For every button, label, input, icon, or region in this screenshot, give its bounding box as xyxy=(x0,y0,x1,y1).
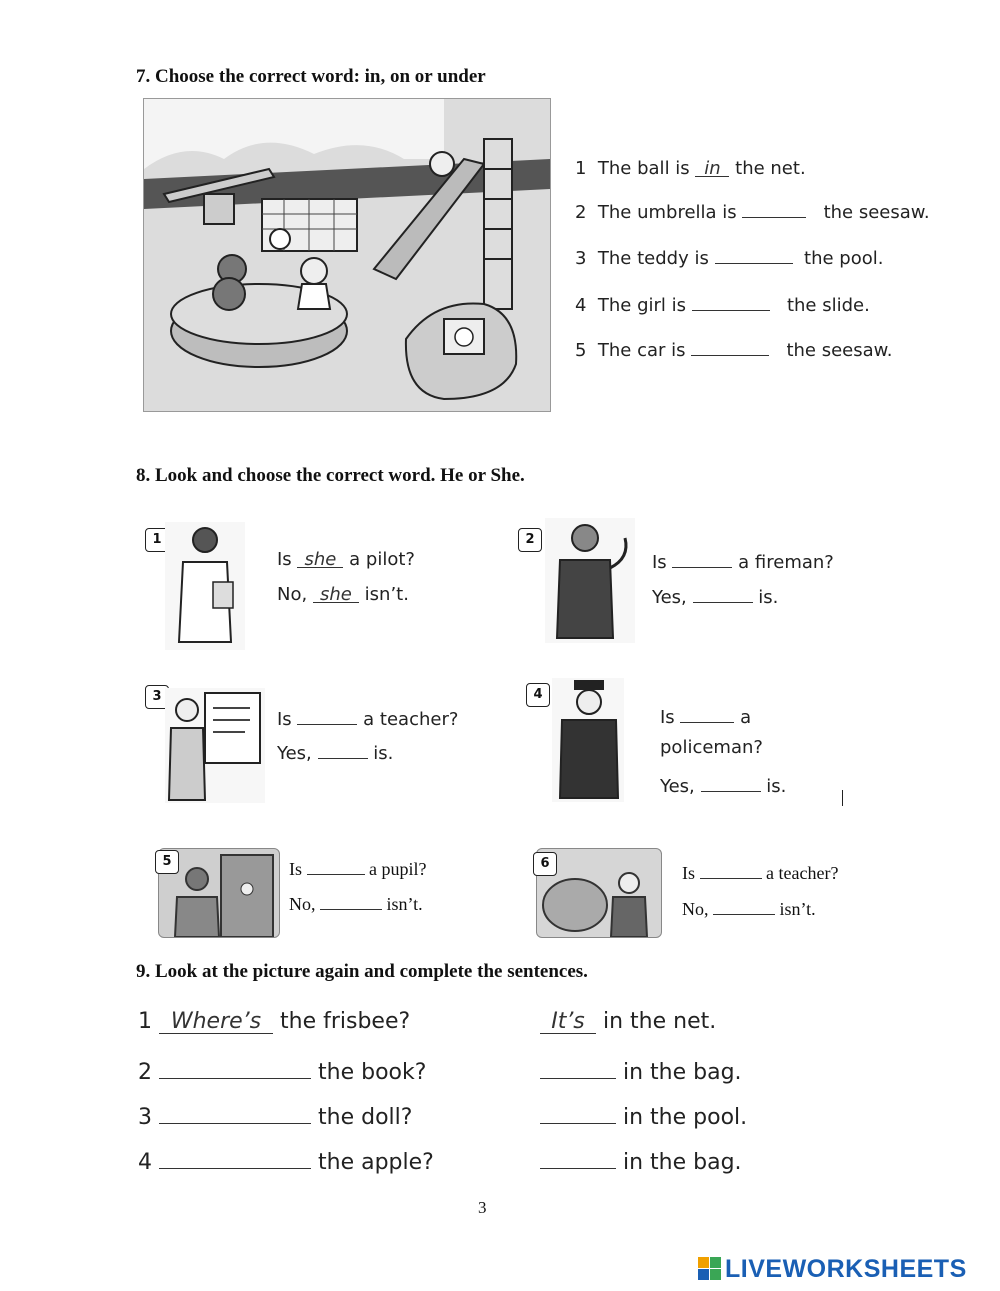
answer-blank[interactable] xyxy=(307,856,365,875)
q-suffix: the doll? xyxy=(318,1105,413,1130)
item-suffix: the seesaw. xyxy=(823,202,930,223)
s9-row-3 xyxy=(138,1099,412,1130)
s9-row-2 xyxy=(138,1054,426,1085)
answer-blank[interactable] xyxy=(742,199,806,218)
answer-blank[interactable]: Where’s xyxy=(159,1009,273,1034)
a-suffix: in the bag. xyxy=(623,1150,742,1175)
q-suffix: a pupil? xyxy=(369,859,427,879)
item-suffix: the pool. xyxy=(804,248,884,269)
person-illustration xyxy=(165,688,265,803)
item-suffix: the slide. xyxy=(786,295,870,316)
a-prefix: No, xyxy=(277,584,308,605)
a-suffix: is. xyxy=(758,587,779,608)
s8-item3-answer xyxy=(277,740,393,764)
person-illustration xyxy=(165,522,245,650)
answer-blank[interactable] xyxy=(672,549,732,568)
s8-item4-question-line2: policeman? xyxy=(660,737,763,758)
section9-heading: 9. Look at the picture again and complete the sentences. xyxy=(136,961,588,982)
q-suffix: a pilot? xyxy=(349,549,415,570)
q-prefix: Is xyxy=(652,552,667,573)
q-suffix: a fireman? xyxy=(738,552,834,573)
a-suffix: is. xyxy=(373,743,394,764)
row-number: 3 xyxy=(138,1105,152,1130)
s8-item2-answer xyxy=(652,584,778,608)
row-number: 4 xyxy=(138,1150,152,1175)
s8-item3-question xyxy=(277,706,458,730)
liveworksheets-logo xyxy=(698,1256,967,1282)
item-number-badge: 6 xyxy=(533,852,557,876)
answer-blank[interactable] xyxy=(540,1054,616,1079)
section7-sentences xyxy=(557,98,937,410)
teacher-picture xyxy=(165,688,265,803)
q-prefix: Is xyxy=(682,863,695,883)
s9-row-1 xyxy=(138,1009,410,1034)
s8-item4-question xyxy=(660,704,751,728)
s8-item6-answer xyxy=(682,896,816,920)
item-number: 3 xyxy=(575,248,587,269)
policeman-picture xyxy=(552,678,624,802)
answer-blank[interactable] xyxy=(693,584,753,603)
answer-blank[interactable]: she xyxy=(313,584,359,603)
person-illustration xyxy=(552,678,624,802)
section7-item-3 xyxy=(575,245,883,269)
q-suffix: a teacher? xyxy=(766,863,839,883)
a-suffix: isn’t. xyxy=(364,584,409,605)
answer-blank[interactable] xyxy=(680,704,734,723)
item-prefix: The teddy is xyxy=(597,248,709,269)
s9-row-3-answer xyxy=(540,1099,747,1130)
q-suffix: a xyxy=(740,707,752,728)
q-suffix: the frisbee? xyxy=(280,1009,411,1034)
logo-text: LIVEWORKSHEETS xyxy=(725,1254,967,1283)
answer-blank[interactable] xyxy=(540,1144,616,1169)
a-suffix: in the net. xyxy=(603,1009,717,1034)
section7-heading: 7. Choose the correct word: in, on or under xyxy=(136,66,486,87)
answer-blank[interactable] xyxy=(159,1099,311,1124)
q-prefix: Is xyxy=(277,709,292,730)
item-prefix: The girl is xyxy=(597,295,687,316)
item-prefix: The car is xyxy=(597,340,686,361)
section7-item-4 xyxy=(575,292,870,316)
answer-blank[interactable] xyxy=(540,1099,616,1124)
answer-blank[interactable] xyxy=(692,292,770,311)
item-number: 5 xyxy=(575,340,587,361)
section7-item-1 xyxy=(575,158,806,179)
item-number-badge: 1 xyxy=(145,528,169,552)
item-number-badge: 2 xyxy=(518,528,542,552)
item-number: 2 xyxy=(575,202,587,223)
answer-blank[interactable]: in xyxy=(695,158,729,177)
item-number-badge: 4 xyxy=(526,683,550,707)
item-prefix: The ball is xyxy=(597,158,690,179)
section8-heading: 8. Look and choose the correct word. He or She. xyxy=(136,465,525,486)
q-prefix: Is xyxy=(277,549,292,570)
playground-picture xyxy=(143,98,551,412)
s8-item5-answer xyxy=(289,891,423,915)
s8-item1-answer xyxy=(277,584,409,605)
person-illustration xyxy=(545,518,635,643)
answer-blank[interactable] xyxy=(297,706,357,725)
a-prefix: Yes, xyxy=(652,587,687,608)
row-number: 2 xyxy=(138,1060,152,1085)
a-suffix: is. xyxy=(766,776,787,797)
item-suffix: the seesaw. xyxy=(786,340,893,361)
page-number: 3 xyxy=(478,1198,487,1217)
pilot-woman-picture xyxy=(165,522,245,650)
s8-item6-question xyxy=(682,860,838,884)
s9-row-1-answer xyxy=(540,1009,716,1034)
a-suffix: in the pool. xyxy=(623,1105,748,1130)
divider-tick xyxy=(842,790,843,806)
answer-blank[interactable] xyxy=(713,896,775,915)
a-suffix: isn’t. xyxy=(779,899,816,919)
a-prefix: No, xyxy=(289,894,316,914)
a-prefix: Yes, xyxy=(660,776,695,797)
s9-row-4 xyxy=(138,1144,434,1175)
answer-blank[interactable] xyxy=(320,891,382,910)
answer-blank[interactable] xyxy=(691,337,769,356)
answer-blank[interactable] xyxy=(701,773,761,792)
row-number: 1 xyxy=(138,1009,152,1034)
a-suffix: in the bag. xyxy=(623,1060,742,1085)
q-suffix: the book? xyxy=(318,1060,427,1085)
logo-icon xyxy=(698,1257,722,1281)
answer-blank[interactable]: she xyxy=(297,549,343,568)
item-number: 4 xyxy=(575,295,587,316)
a-suffix: isn’t. xyxy=(386,894,423,914)
q-prefix: Is xyxy=(660,707,675,728)
answer-blank[interactable] xyxy=(715,245,793,264)
answer-blank[interactable] xyxy=(159,1054,311,1079)
item-number-badge: 3 xyxy=(145,685,169,709)
answer-blank[interactable] xyxy=(700,860,762,879)
section7-item-5 xyxy=(575,337,892,361)
section7-item-2 xyxy=(575,199,930,223)
item-number-badge: 5 xyxy=(155,850,179,874)
answer-blank[interactable]: It’s xyxy=(540,1009,596,1034)
s9-row-4-answer xyxy=(540,1144,742,1175)
s8-item4-answer xyxy=(660,773,786,797)
a-prefix: No, xyxy=(682,899,709,919)
s8-item1-question xyxy=(277,549,415,570)
item-prefix: The umbrella is xyxy=(597,202,737,223)
s8-item2-question xyxy=(652,549,834,573)
q-prefix: Is xyxy=(289,859,302,879)
playground-illustration xyxy=(144,99,550,411)
answer-blank[interactable] xyxy=(159,1144,311,1169)
a-prefix: Yes, xyxy=(277,743,312,764)
item-number: 1 xyxy=(575,158,587,179)
s8-item5-question xyxy=(289,856,426,880)
fireman-picture xyxy=(545,518,635,643)
q-suffix: a teacher? xyxy=(363,709,459,730)
s9-row-2-answer xyxy=(540,1054,742,1085)
answer-blank[interactable] xyxy=(318,740,368,759)
item-suffix: the net. xyxy=(735,158,806,179)
q-suffix: the apple? xyxy=(318,1150,434,1175)
